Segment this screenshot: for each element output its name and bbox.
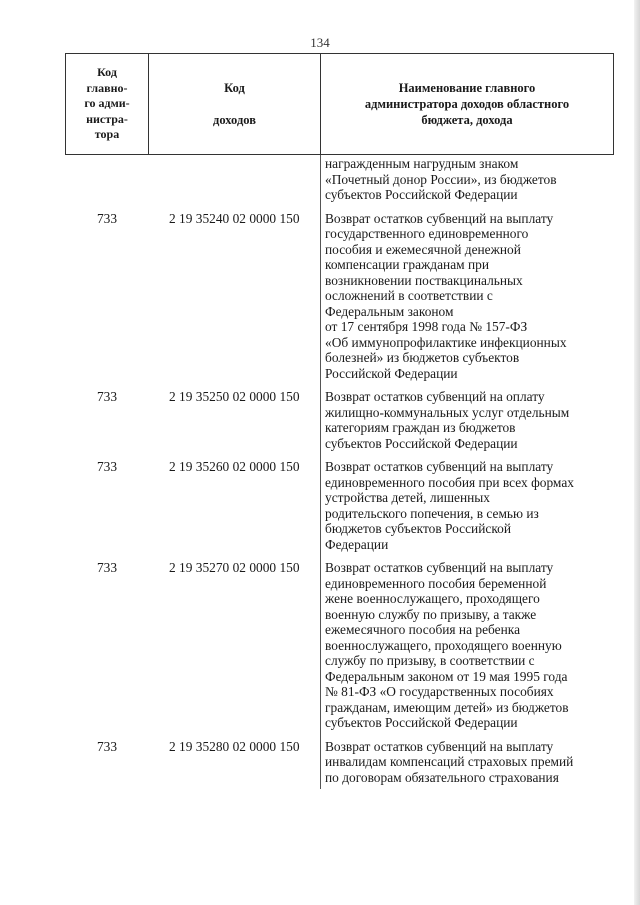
description-line: субъектов Российской Федерации (325, 715, 518, 730)
admin-code-cell: 733 (96, 389, 118, 404)
description-line: военную службу по призыву, а также (325, 606, 537, 622)
header-admin-code-line: го адми- (84, 96, 130, 111)
table-header (66, 54, 614, 155)
description-line: Российской Федерации (325, 365, 458, 381)
admin-code-cell: 733 (96, 560, 118, 575)
header-income-code-line: Код (224, 81, 245, 95)
income-code-cell (149, 155, 321, 207)
income-code-cell: 2 19 35280 02 0000 150 (168, 738, 300, 754)
description-line: Возврат остатков субвенций на выплату (325, 738, 554, 754)
page-number: 134 (310, 35, 330, 50)
table-row (66, 455, 614, 556)
admin-code-cell: 733 (96, 459, 118, 474)
revenue-table-wrapper (65, 53, 613, 789)
description-cell (321, 735, 614, 790)
description-line: единовременного пособия беременной (325, 575, 547, 591)
description-line: пособия и ежемесячной денежной (325, 241, 521, 257)
revenue-classification-table (65, 53, 614, 789)
header-name-line: Наименование главного (398, 81, 536, 95)
admin-code-cell: 733 (96, 210, 118, 226)
description-line: компенсации гражданам при (325, 257, 490, 272)
header-income-code (149, 54, 321, 155)
description-line: Федеральным законом от 19 мая 1995 года (325, 668, 568, 684)
description-line: Возврат остатков субвенций на выплату (325, 459, 554, 474)
description-line: бюджетов субъектов Российской (325, 521, 512, 536)
description-line: награжденным нагрудным знаком (325, 156, 519, 171)
description-line: государственного единовременного (325, 226, 529, 241)
admin-code-cell (66, 155, 149, 207)
income-code-cell: 2 19 35270 02 0000 150 (168, 560, 300, 575)
header-admin-code-line: тора (94, 127, 120, 142)
description-line: осложнений в соответствии с (325, 288, 493, 303)
description-line: жене военнослужащего, проходящего (325, 591, 540, 606)
description-line: «Об иммунопрофилактике инфекционных (325, 334, 567, 350)
description-line: ежемесячного пособия на ребенка (325, 622, 521, 637)
description-cell (321, 385, 614, 455)
description-cell (321, 207, 614, 386)
description-line: Возврат остатков субвенций на оплату (325, 389, 545, 404)
income-code-cell: 2 19 35240 02 0000 150 (168, 210, 300, 226)
description-line: субъектов Российской Федерации (325, 435, 518, 451)
header-admin-code (66, 54, 149, 155)
table-row (66, 735, 614, 790)
description-line: болезней» из бюджетов субъектов (325, 350, 520, 365)
description-line: Возврат остатков субвенций на выплату (325, 210, 554, 226)
description-line: родительского попечения, в семью из (325, 505, 539, 521)
header-income-code-line: доходов (213, 113, 256, 127)
scan-edge-shadow (634, 0, 640, 905)
header-admin-code-line: Код (97, 65, 117, 80)
description-cell (321, 455, 614, 556)
table-row (66, 155, 614, 207)
description-line: инвалидам компенсаций страховых премий (325, 754, 574, 769)
description-cell (321, 155, 614, 207)
header-admin-code-line: главно- (86, 80, 128, 95)
description-line: от 17 сентября 1998 года № 157-ФЗ (325, 319, 528, 334)
description-line: единовременного пособия при всех формах (325, 474, 574, 490)
description-line: гражданам, имеющим детей» из бюджетов (325, 699, 569, 715)
header-name-line: администратора доходов областного (364, 97, 570, 111)
table-body (66, 155, 614, 790)
admin-code-cell: 733 (96, 738, 118, 754)
table-row (66, 556, 614, 735)
header-name (321, 54, 614, 155)
description-line: категориям граждан из бюджетов (325, 420, 516, 435)
description-line: военнослужащего, проходящего военную (325, 637, 562, 653)
description-line: Федерации (325, 536, 389, 552)
description-line: субъектов Российской Федерации (325, 187, 518, 202)
description-line: жилищно-коммунальных услуг отдельным (325, 404, 570, 420)
table-row (66, 207, 614, 386)
income-code-cell: 2 19 35250 02 0000 150 (168, 389, 300, 404)
description-line: Федеральным законом (325, 303, 454, 319)
description-line: возникновении поствакцинальных (325, 272, 523, 288)
header-name-line: бюджета, дохода (421, 113, 513, 127)
income-code-cell: 2 19 35260 02 0000 150 (168, 459, 300, 474)
header-admin-code-line: нистра- (86, 111, 128, 126)
description-cell (321, 556, 614, 735)
description-line: службу по призыву, в соответствии с (325, 653, 535, 668)
description-line: «Почетный донор России», из бюджетов (325, 171, 557, 187)
description-line: № 81-ФЗ «О государственных пособиях (325, 684, 554, 699)
description-line: устройства детей, лишенных (325, 490, 490, 505)
description-line: по договорам обязательного страхования (325, 769, 559, 785)
description-line: Возврат остатков субвенций на выплату (325, 560, 554, 575)
table-row (66, 385, 614, 455)
